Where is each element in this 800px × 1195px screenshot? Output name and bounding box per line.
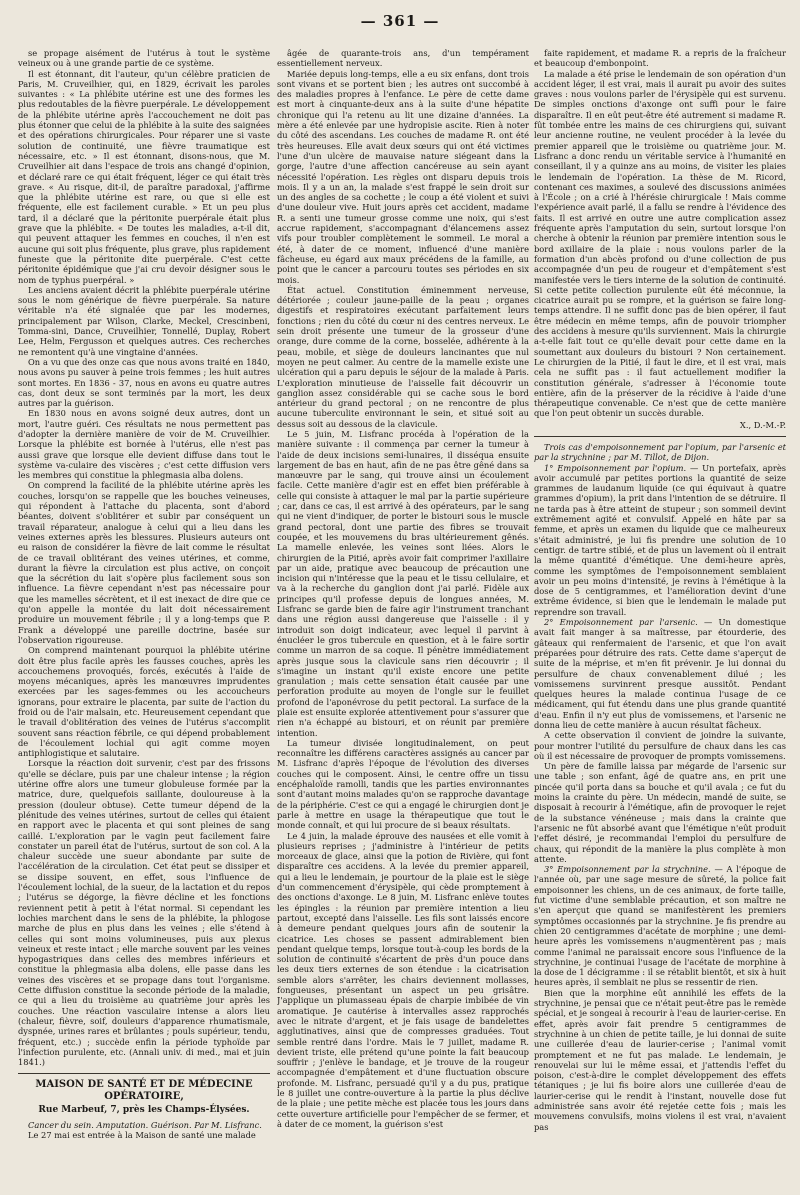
poisoning-case — [534, 864, 786, 988]
paragraph: Mariée depuis long-temps, elle a eu six enfans, dont trois sont vivans et se portent bien ; les autres ont succombé à des maladies propres à l'enfance. Le père de cette dame est mort à cinquante-deux ans à la suite d'une hépatite chronique qui l'a retenu au lit une dizaine d'années. La mère a été enlevée par une hydropisie ascite. Rien à noter du côté des ascendans. Les couches de madame R. ont été très heureuses. Elle avait deux sœurs qui ont été victimes l'une d'un ulcère de mauvaise nature siégeant dans la gorge, l'autre d'une affection cancéreuse au sein ayant nécessité l'opération. Les règles ont disparu depuis trois mois. Il y a un an, la malade s'est frappé le sein droit sur un des angles de sa cochette ; le coup a été violent et suivi d'une douleur vive. Huit jours après cet accident, madame R. a senti une tumeur grosse comme une noix, qui s'est accrue rapidement, s'accompagnant d'élancemens assez vifs pour troubler complètement le sommeil. Le moral a été, à dater de ce moment, influencé d'une manière fâcheuse, eu égard aux maux précédens de la famille, au point que le cancer a parcouru toutes ses périodes en six mois. — [277, 68, 529, 285]
poisoning-case — [534, 988, 786, 1132]
poisoning-case — [534, 463, 786, 617]
paragraph: Lorsque la réaction doit survenir, c'est par des frissons qu'elle se déclare, puis par une chaleur intense ; la région utérine offre alors une tumeur globuleuse formée par la matrice, dure, quelquefois saillante, douloureuse à la pression (douleur obtuse). Cette tumeur dépend de la plénitude des veines utérines, surtout de celles qui étaient en rapport avec le placenta et qui sont pleines de sang caillé. L'exploration par le vagin peut facilement faire constater un pareil état de l'utérus, surtout de son col. A la chaleur succède une sueur abondante par suite de l'accélération de la circulation. Cet état peut se dissiper et se dissipe souvent, en effet, sous l'influence de l'écoulement lochial, de la sueur, de la lactation et du repos ; l'utérus se dégorge, la fièvre décline et les fonctions reviennent petit à petit à l'état normal. Si cependant les lochies marchent dans le sens de la phlébite, la phlogose marche de plus en plus dans les veines ; elle s'étend à celles qui sont moins volumineuses, puis aux plexus veineux et reste intact ; elle marche souvent par les veines hypogastriques dans celles des membres inférieurs et constitue la phlegmasia alba dolens, elle passe dans les veines des viscères et se propage dans tout l'organisme. Cette diffusion constitue la seconde période de la maladie, ce qui a lieu du troisième au quatrième jour après les couches. Une réaction vasculaire intense a alors lieu (chaleur, fièvre, soif, douleurs d'apparence rhumatismale, dyspnée, urines rares et brûlantes ; pouls supérieur, tendu, fréquent, etc.) ; succède enfin la période typhoïde par l'infection purulente, etc. (Annali univ. di med., mai et juin 1841.) — [18, 758, 270, 1068]
paragraph: La tumeur divisée longitudinalement, on peut reconnaître les différens caractères assignés au cancer par M. Lisfranc d'après l'époque de l'évolution des diverses couches qui le composent. Ainsi, le centre offre un tissu encéphaloïde ramolli, tandis que les parties environnantes sont d'autant moins malades qu'on se rapproche davantage de la périphérie. C'est ce qui a engagé le chirurgien dont je parle à mettre en usage la thérapeutique que tout le monde connaît, et qui lui procure de si beaux résultats. — [277, 737, 529, 831]
poisoning-cases — [534, 463, 786, 1132]
poisoning-case-text: — A l'époque de l'année où, par une sage mesure de sûreté, la police fait empoisonner les chiens, un de ces animaux, de forte taille, fut victime d'une semblable précaution, et son maître ne s'en aperçut que quand se manifestèrent les premiers symptômes occasionnés par la strychnine. Je fis prendre au chien 20 centigrammes d'acétate de morphine ; une demi-heure après les vomissemens n'augmentèrent pas ; mais comme l'animal ne paraissait encore sous l'influence de la strychnine, je continuai l'usage de l'acétate de morphine à la dose de 1 décigramme : il se rétablit bientôt, et six à huit heures après, il semblait ne plus se ressentir de rien. — [534, 864, 786, 988]
page-number: — 361 — — [360, 12, 440, 30]
poisoning-case-title: 3° Empoisonnement par la strychnine. — [544, 864, 715, 875]
paragraph: Les anciens avaient décrit la phlébite puerpérale utérine sous le nom générique de fièvre puerpérale. Sa nature véritable n'a été signalée que par les modernes, principalement par Wilson, Clarke, Meckel, Crescinbeni, Tomma-sini, Dance, Cruveilhier, Tonnellé, Duplay, Robert Lee, Helm, Fergusson et quelques autres. Ces recherches ne remontent qu'à une vingtaine d'années. — [18, 284, 270, 357]
case-title: Cancer du sein. Amputation. Guérison. Par M. Lisfranc. — [28, 1119, 262, 1130]
column-3 — [534, 48, 786, 1188]
section-address: Rue Marbeuf, 7, près les Champs-Élysées. — [38, 1105, 250, 1116]
paragraph: faite rapidement, et madame R. a repris de la fraîcheur et beaucoup d'embonpoint. — [534, 48, 786, 69]
paragraph: On comprend maintenant pourquoi la phlébite utérine doit être plus facile après les fausses couches, après les accouchemens provoqués, forcés, exécutés à l'aide de moyens mécaniques, après les manœuvres imprudentes exercées par les sages-femmes ou les accoucheurs ignorans, pour extraire le placenta, par suite de l'action du froid ou de l'air malsain, etc. Heureusement cependant que le travail d'oblitération des veines de l'utérus s'accomplit souvent sans réaction fébrile, ce qui dépend probablement de l'écoulement lochial qui agit comme moyen antiphlogistique et salutaire. — [18, 645, 270, 759]
poisoning-article-title: Trois cas d'empoisonnement par l'opium, par l'arsenic et par la strychnine ; par M. Tillot, de Dijon. — [534, 441, 786, 463]
paragraph: On comprend la facilité de la phlébite utérine après les couches, lorsqu'on se rappelle que les bouches veineuses, qui répondent à l'attache du placenta, sont d'abord béantes, doivent s'oblitérer et subir par conséquent un travail réparateur, analogue à celui qui a lieu dans les veines externes après les blessures. Plusieurs auteurs ont eu raison de considérer la fièvre de lait comme le résultat de ce travail oblitérant des veines utérines, et comme, durant la fièvre la circulation est plus active, on conçoit que la sécrétion du lait s'opère plus facilement sous son influence. La fièvre cependant n'est pas nécessaire pour que les mamelles sécrètent, et il est inexact de dire que ce qu'on appelle la montée du lait doit nécessairement produire un mouvement fébrile ; il y a long-temps que P. Frank a développé une pareille doctrine, basée sur l'observation rigoureuse. — [18, 480, 270, 645]
poisoning-case-title: 2° Empoisonnement par l'arsenic. — [544, 617, 705, 628]
paragraph: se propage aisément de l'utérus à tout le système veineux ou à une grande partie de ce système. — [18, 48, 270, 69]
paragraph: La malade a été prise le lendemain de son opération d'un accident léger, il est vrai, mais il aurait pu avoir des suites graves : nous voulons parler de l'érysipèle qui est survenu. De simples onctions d'axonge ont suffi pour le faire disparaître. Il en eût peut-être été autrement si madame R. fût tombée entre les mains de ces chirurgiens qui, suivant leur ancienne routine, ne veulent procéder à la levée du premier appareil que le troisième ou quatrième jour. M. Lisfranc a donc rendu un véritable service à l'humanité en conseillant, il y a quinze ans au moins, de visiter les plaies le lendemain de l'opération. La thèse de M. Ricord, contenant ces maximes, a soulevé des discussions animées à l'École ; on a crié à l'hérésie chirurgicale ! Mais comme l'expérience avait parlé, il a fallu se rendre à l'évidence des faits. Il est arrivé en outre une autre complication assez fréquente après l'amputation du sein, surtout lorsque l'on cherche à obtenir la réunion par première intention sous le bord axillaire de la plaie : nous voulons parler de la formation d'un abcès profond ou d'une collection de pus accompagnée d'un peu de rougeur et d'empâtement s'est manifestée vers le tiers interne de la solution de continuité. Si cette petite collection purulente eût été méconnue, la cicatrice aurait pu se rompre, et la guérison se faire long-temps attendre. Il ne suffit donc pas de bien opérer, il faut être médecin en même temps, afin de pouvoir triompher des accidens à mesure qu'ils surviennent. Mais la chirurgie a-t-elle fait tout ce qu'elle devait pour cette dame en la soumettant aux douleurs du bistouri ? Non certainement. Le chirurgien de la Pitié, il faut le dire, et il est vrai, mais cela ne suffit pas : il faut actuellement modifier la constitution générale, s'adresser à l'économie toute entière, afin de la préserver de la récidive à l'aide d'une thérapeutique convenable. Ce n'est que de cette manière que l'on peut obtenir un succès durable. — [534, 68, 786, 419]
paragraph: On a vu que des onze cas que nous avons traité en 1840, nous avons pu sauver à peine trois femmes ; les huit autres sont mortes. En 1836 - 37, nous en avons eu quatre autres cas, dont deux se sont terminés par la mort, les deux autres par la guérison. — [18, 356, 270, 409]
section-divider — [18, 1073, 270, 1074]
paragraph: Le 5 juin, M. Lisfranc procéda à l'opération de la manière suivante : il commença par cerner la tumeur à l'aide de deux incisions semi-lunaires, il disséqua ensuite largement de bas en haut, afin de ne pas être gêné dans sa manœuvre par le sang, qui trouve ainsi un écoulement facile. Cette manière d'agir est en effet bien préférable à celle qui consiste à attaquer le mal par la partie supérieure ; car, dans ce cas, il est arrivé à des opérateurs, par le sang qui ne vient d'indiquer, de porter le bistouri sous le muscle grand pectoral, dont une partie des fibres se trouvait coupée, et les mouvemens du bras ultérieurement gênés. La mamelle enlevée, les veines sont liées. Alors le chirurgien de la Pitié, après avoir fait comprimer l'axillaire par un aide, pratique avec beaucoup de précaution une incision qui n'intéresse que la peau et le tissu cellulaire, et va à la recherche du ganglion dont j'ai parlé. Fidèle aux principes qu'il professe depuis de longues années, M. Lisfranc se garde bien de faire agir l'instrument tranchant dans une région aussi dangereuse que l'aisselle : il y introduit son doigt indicateur, avec lequel il parvint à énucléer le gros tubercule en question, et à le faire sortir comme un marron de sa coque. Il pénètre immédiatement après jusque sous la clavicule sans rien découvrir ; il s'imagine un instant qu'il existe encore une petite granulation ; mais cette sensation était causée par une perforation produite au moyen de l'ongle sur le feuillet profond de l'aponévrose du petit pectoral. La surface de la plaie est ensuite explorée attentivement pour s'assurer que rien n'a échappé au bistouri, et on réunit par première intention. — [277, 428, 529, 738]
poisoning-case-text: Un père de famille laissa par mégarde de l'arsenic sur une table ; son enfant, âgé de quatre ans, en prit une pincée qu'il porta dans sa bouche et qu'il avala ; ce fut du moins la crainte du père. Un médecin, mandé de suite, se disposait à recourir à l'émétique, afin de provoquer le rejet de la substance vénéneuse ; mais dans la crainte que l'arsenic ne fût absorbé avant que l'émétique n'eût produit l'effet désiré, je recommandai l'emploi du persulfure de chaux, qui répondit de la manière la plus complète à mon attente. — [534, 761, 786, 864]
poisoning-case-text: — Un domestique avait fait manger à sa maîtresse, par étourderie, des gâteaux qui renfermaient de l'arsenic, et que l'on avait préparées pour détruire des rats. Cette dame s'aperçut de suite de la méprise, et m'en fit prévenir. Je lui donnai du persulfure de chaux convenablement dilué ; les vomissemens survinrent presque aussitôt. Pendant quelques heures la malade continua l'usage de ce médicament, qui fut étendu dans une plus grande quantité d'eau. Enfin il n'y eut plus de vomissemens, et l'arsenic ne donna lieu de cette manière à aucun résultat fâcheux. — [534, 617, 786, 730]
paragraph: Il est étonnant, dit l'auteur, qu'un célèbre praticien de Paris, M. Cruveilhier, qui, en 1829, écrivait les paroles suivantes : « La phlébite utérine est une des formes les plus redoutables de la fièvre puerpérale. Le développement de la phlébite utérine après l'accouchement ne doit pas plus étonner que celui de la phlébite à la suite des saignées et des opérations chirurgicales. Pour réparer une si vaste solution de continuité, une fièvre traumatique est nécessaire, etc. » Il est étonnant, disons-nous, que M. Cruveilhier ait dans l'espace de trois ans changé d'opinion, et déclaré rare ce qui était fréquent, léger ce qui était très grave. « Au risque, dit-il, de paraître paradoxal, j'affirme que la phlébite utérine est rare, ou que si elle est fréquente, elle est facilement curable. » Et un peu plus tard, il a déclaré que la péritonite puerpérale était plus grave que la phlébite. « De toutes les maladies, a-t-il dit, qui peuvent attaquer les femmes en couches, il n'en est aucune qui soit plus fréquente, plus grave, plus rapidement funeste que la péritonite dite puerpérale. C'est cette péritonite épidémique que j'ai cru devoir désigner sous le nom de typhus puerpéral. » — [18, 68, 270, 285]
paragraph: Le 27 mai est entrée à la Maison de santé une malade — [28, 1129, 256, 1140]
paragraph: âgée de quarante-trois ans, d'un tempérament essentiellement nerveux. — [277, 48, 529, 69]
poisoning-case-text: — Un portefaix, après avoir accumulé par petites portions la quantité de seize grammes de laudanum liquide (ce qui équivaut à quatre grammes d'opium), la prit dans l'intention de se détruire. Il ne tarda pas à être atteint de stupeur ; son sommeil devint extrêmement agité et convulsif. Appelé en hâte par sa femme, et après un examen du liquide que ce malheureux s'était administré, je lui fis prendre une solution de 10 centigr. de tartre stibié, et de plus un lavement où il entrait la même quantité d'émétique. Une demi-heure après, comme les symptômes de l'empoisonnement semblaient avoir un peu moins d'intensité, je revins à l'émétique à la dose de 5 centigrammes, et l'amélioration devint d'une extrême évidence, si bien que le lendemain le malade put reprendre son travail. — [534, 462, 786, 617]
column-1 — [18, 48, 270, 1188]
article-divider — [534, 436, 786, 437]
article-signature: X., D.-M.-P. — [739, 419, 786, 430]
poisoning-case — [534, 617, 786, 730]
poisoning-case-text: A cette observation il convient de joindre la suivante, pour montrer l'utilité du persulfure de chaux dans les cas où il est nécessaire de provoquer de prompts vomissemens. — [534, 730, 786, 761]
column-2 — [277, 48, 529, 1188]
case-body — [18, 1130, 270, 1140]
column-1-body — [18, 48, 270, 1067]
paragraph: État actuel. Constitution éminemment nerveuse, détériorée ; couleur jaune-paille de la peau ; organes digestifs et respiratoires exécutant parfaitement leurs fonctions ; rien du côté du cœur ni des centres nerveux. Le sein droit présente une tumeur de la grosseur d'une orange, dure comme de la corne, bosselée, adhérente à la peau, mobile, et siège de douleurs lancinantes que nul moyen ne peut calmer. Au centre de la mamelle existe une ulcération qui a paru depuis le séjour de la malade à Paris. L'exploration minutieuse de l'aisselle fait découvrir un ganglion assez considérable qui se cache sous le bord antérieur du grand pectoral ; on ne rencontre de plus aucune tuberculite environnant le sein, et situé soit au dessus soit au dessous de la clavicule. — [277, 284, 529, 429]
poisoning-case — [534, 730, 786, 761]
poisoning-case-text: Bien que la morphine eût annihilé les effets de la strychnine, je pensai que ce n'était peut-être pas le remède spécial, et je songeai à recourir à l'eau de laurier-cerise. En effet, après avoir fait prendre 5 centigrammes de strychnine à un chien de petite taille, je lui donnai de suite une cuillerée d'eau de laurier-cerise ; l'animal vomit promptement et ne fut pas malade. Le lendemain, je renouvelai sur lui le même essai, et j'attendis l'effet du poison, c'est-à-dire le complet développement des effets tétaniques ; je lui fis boire alors une cuillerée d'eau de laurier-cerise qui le rendit à l'instant, nouvelle dose fut administrée sans avoir été rejetée cette fois ; mais les mouvemens convulsifs, moins violens il est vrai, n'avaient pas — [534, 987, 786, 1132]
poisoning-case — [534, 761, 786, 864]
column-2-body — [277, 48, 529, 1129]
section-title: MAISON DE SANTÉ ET DE MÉDECINE OPÉRATOIRE, — [35, 1079, 253, 1103]
paragraph: En 1830 nous en avons soigné deux autres, dont un mort, l'autre guéri. Ces résultats ne nous permettent pas d'adopter la dernière manière de voir de M. Cruveilhier. Lorsque la phlébite est bornée à l'utérus, elle n'est pas aussi grave que lorsque elle devient diffuse dans tout le système va-culaire des viscères ; c'est cette diffusion vers les membres qui constitue la phlegmasia alba dolens. — [18, 408, 270, 481]
column-3-body — [534, 48, 786, 419]
poisoning-case-title: 1° Empoisonnement par l'opium. — [544, 462, 690, 473]
paragraph: Le 4 juin, la malade éprouve des nausées et elle vomit à plusieurs reprises ; j'administre à l'intérieur de petits morceaux de glace, ainsi que la potion de Rivière, qui font disparaître ces accidens. A la levée du premier appareil, qui a lieu le lendemain, je pourtour de la plaie est le siège d'un commencement d'érysipèle, qui cède promptement à des onctions d'axonge. Le 8 juin, M. Lisfranc enlève toutes les épingles : la réunion par première intention a lieu partout, excepté dans l'aisselle. Les fils sont laissés encore à demeure pendant quelques jours afin de soutenir la cicatrice. Les choses se passent admirablement bien pendant quelque temps, lorsque tout-à-coup les bords de la solution de continuité s'écartent de près d'un pouce dans les deux tiers externes de son étendue : la cicatrisation semble alors s'arrêter, les chairs deviennent mollasses, fongueuses, présentant un aspect un peu grisâtre. J'applique un plumasseau épais de charpie imbibée de vin aromatique. Je cautérise à intervalles assez rapprochés avec le nitrate d'argent, et je fais usage de bandelettes agglutinatives, ainsi que de compresses graduées. Tout semble rentré dans l'ordre. Mais le 7 juillet, madame R. devient triste, elle prétend qu'une pointe la fait beaucoup souffrir ; j'enlève le bandage, et je trouve de la rougeur accompagnée d'empâtement et d'une fluctuation obscure profonde. M. Lisfranc, persuadé qu'il y a du pus, pratique le 8 juillet une contre-ouverture à la partie la plus déclive de la plaie ; une petite mèche est placée tous les jours dans cette ouverture artificielle pour l'empêcher de se fermer, et à dater de ce moment, la guérison s'est — [277, 830, 529, 1129]
